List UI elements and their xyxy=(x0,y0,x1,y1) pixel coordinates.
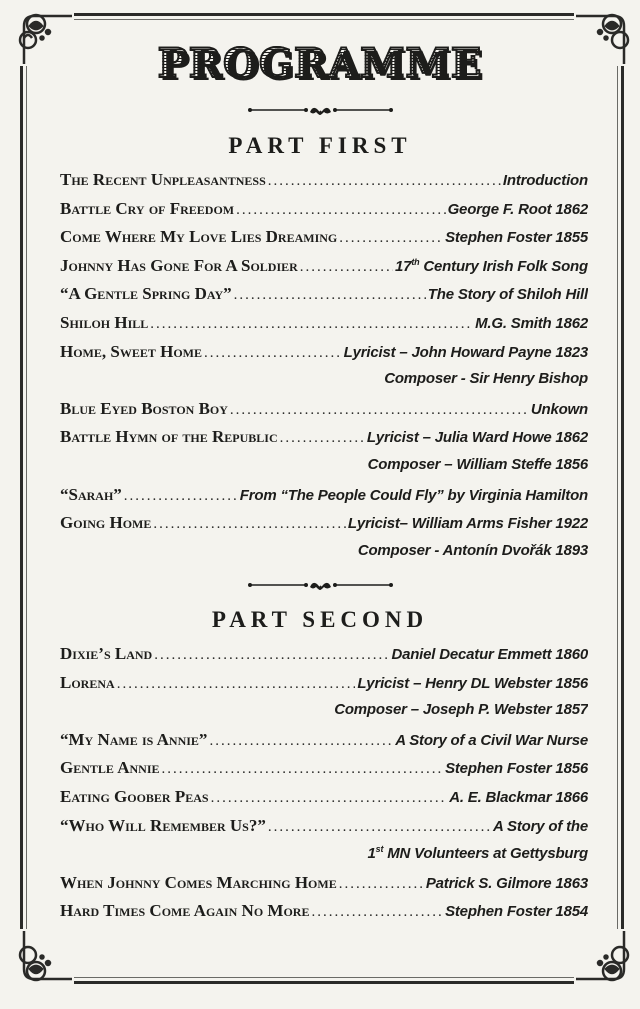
programme-item-continuation: Composer - Antonín Dvořák 1893 xyxy=(357,541,588,559)
programme-item: Dixie’s Land ..... Daniel Decatur Emmett 1860 xyxy=(60,644,588,673)
programme-item: Hard Times Come Again No More ..... Stephen Foster 1854 xyxy=(60,901,588,930)
programme-item: Battle Hymn of the Republic ..... Lyricist – Julia Ward Howe 1862 xyxy=(60,427,588,456)
section-heading-part-first: PART FIRST xyxy=(228,133,412,158)
programme-item: Eating Goober Peas ..... A. E. Blackmar 1866 xyxy=(60,787,588,816)
programme-item: “My Name is Annie” ..... A Story of a Civil War Nurse xyxy=(60,730,588,759)
ornament-divider-icon xyxy=(0,579,640,591)
programme-item: Going Home ..... Lyricist– William Arms Fisher 1922 xyxy=(60,513,588,542)
programme-item: Blue Eyed Boston Boy ..... Unkown xyxy=(60,399,588,428)
ornament-divider-icon xyxy=(0,104,640,116)
programme-item: The Recent Unpleasantness ..... Introduction xyxy=(60,170,588,199)
programme-item: Gentle Annie ..... Stephen Foster 1856 xyxy=(60,758,588,787)
page-title: PROGRAMME xyxy=(0,40,640,87)
programme-list-part-second xyxy=(60,644,588,930)
programme-item: “Sarah” ..... From “The People Could Fly” by Virginia Hamilton xyxy=(60,485,588,514)
programme-item-continuation: 1st MN Volunteers at Gettysburg xyxy=(367,844,588,863)
programme-item: Shiloh Hill ..... M.G. Smith 1862 xyxy=(60,313,588,342)
programme-item-continuation: Composer – William Steffe 1856 xyxy=(367,455,588,473)
programme-item: When Johnny Comes Marching Home ..... Patrick S. Gilmore 1863 xyxy=(60,873,588,902)
programme-item: Lorena ..... Lyricist – Henry DL Webster 1856 xyxy=(60,673,588,702)
programme-item: “A Gentle Spring Day” ..... The Story of Shiloh Hill xyxy=(60,284,588,313)
programme-item: Home, Sweet Home ..... Lyricist – John Howard Payne 1823 xyxy=(60,342,588,371)
section-heading-part-second: PART SECOND xyxy=(211,607,429,632)
programme-item-continuation: Composer - Sir Henry Bishop xyxy=(384,370,588,388)
programme-item: Come Where My Love Lies Dreaming ..... Stephen Foster 1855 xyxy=(60,227,588,256)
programme-list-part-first xyxy=(60,170,588,570)
corner-flourish-icon xyxy=(12,929,74,991)
programme-item: “Who Will Remember Us?” ..... A Story of the xyxy=(60,816,588,845)
corner-flourish-icon xyxy=(574,929,636,991)
programme-item-continuation: Composer – Joseph P. Webster 1857 xyxy=(334,701,588,719)
programme-item: Battle Cry of Freedom ..... George F. Root 1862 xyxy=(60,199,588,228)
programme-item: Johnny Has Gone For A Soldier ..... 17th Century Irish Folk Song xyxy=(60,256,588,285)
